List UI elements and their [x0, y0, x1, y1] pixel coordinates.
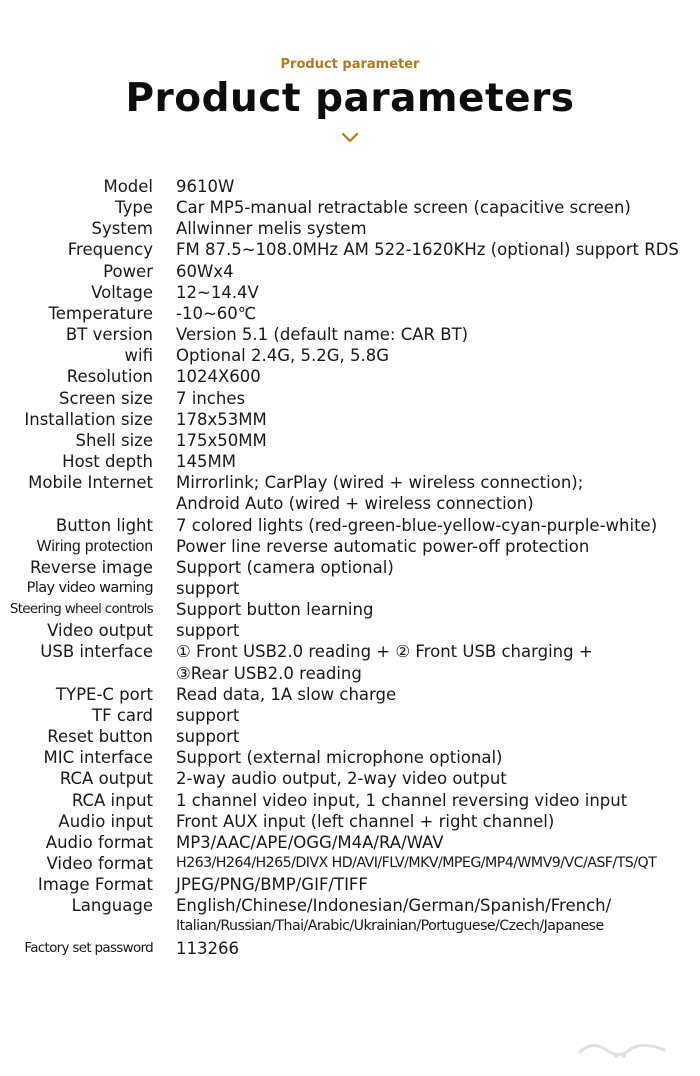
param-label: Reset button	[47, 727, 153, 747]
param-row	[0, 684, 700, 705]
param-row	[0, 599, 700, 620]
param-value	[176, 536, 700, 557]
param-row	[0, 832, 700, 853]
param-label: System	[91, 219, 153, 239]
param-value-line: 2-way audio output, 2-way video output	[176, 769, 507, 789]
param-label: Installation size	[24, 409, 153, 429]
watermark-logo	[572, 1032, 672, 1062]
param-label: Wiring protection	[36, 537, 153, 555]
param-row	[0, 768, 700, 789]
param-row	[0, 176, 700, 197]
param-row	[0, 345, 700, 366]
param-row	[0, 790, 700, 811]
param-label: Type	[115, 198, 153, 218]
param-value	[176, 641, 700, 683]
param-value	[176, 472, 700, 514]
param-value-line: 1 channel video input, 1 channel reversing video input	[176, 790, 628, 810]
param-value	[176, 620, 700, 641]
param-value	[176, 366, 700, 387]
param-row	[0, 895, 700, 937]
param-value-line: Android Auto (wired + wireless connection)	[176, 494, 534, 514]
param-row	[0, 472, 700, 514]
param-value-line: ① Front USB2.0 reading + ② Front USB charging +	[176, 642, 593, 662]
param-value-line: Version 5.1 (default name: CAR BT)	[176, 325, 469, 345]
param-row	[0, 726, 700, 747]
param-label: Play video warning	[26, 579, 153, 596]
param-label: Screen size	[59, 388, 153, 408]
param-value	[176, 239, 700, 260]
param-value-line: 7 colored lights (red-green-blue-yellow-cyan-purple-white)	[176, 515, 658, 535]
param-value-line: Mirrorlink; CarPlay (wired + wireless connection);	[176, 473, 584, 493]
param-value-line: Support button learning	[176, 600, 374, 620]
param-row	[0, 620, 700, 641]
param-value	[176, 324, 700, 345]
param-row	[0, 938, 700, 959]
param-value-line: 60Wx4	[176, 261, 234, 281]
param-value	[176, 578, 700, 599]
param-value	[176, 832, 700, 853]
param-value	[176, 811, 700, 832]
param-value	[176, 790, 700, 811]
param-value	[176, 853, 700, 874]
param-label: Audio format	[45, 832, 153, 852]
param-value	[176, 303, 700, 324]
param-row	[0, 197, 700, 218]
param-value	[176, 726, 700, 747]
param-row	[0, 811, 700, 832]
param-label: Temperature	[48, 303, 153, 323]
param-label: Resolution	[66, 367, 153, 387]
param-value	[176, 451, 700, 472]
param-value	[176, 515, 700, 536]
param-value-line: 7 inches	[176, 388, 246, 408]
param-value-line: -10~60℃	[176, 303, 257, 323]
param-value	[176, 261, 700, 282]
param-value	[176, 197, 700, 218]
param-value-line: English/Chinese/Indonesian/German/Spanish/French/	[176, 896, 612, 916]
param-value	[176, 684, 700, 705]
param-value-line: 175x50MM	[176, 430, 267, 450]
param-row	[0, 536, 700, 557]
param-label: Model	[103, 177, 153, 196]
parameter-table	[0, 176, 700, 959]
param-label: Image Format	[37, 875, 153, 895]
param-value	[176, 768, 700, 789]
param-row	[0, 874, 700, 895]
param-label: Factory set password	[24, 939, 153, 956]
param-label: Frequency	[67, 240, 153, 260]
param-value-line: JPEG/PNG/BMP/GIF/TIFF	[176, 875, 368, 895]
param-row	[0, 641, 700, 683]
param-value	[176, 705, 700, 726]
param-value-line: FM 87.5~108.0MHz AM 522-1620KHz (optional) support RDS	[176, 240, 679, 260]
param-value	[176, 218, 700, 239]
param-value-line: H263/H264/H265/DIVX HD/AVI/FLV/MKV/MPEG/MP4/WMV9/VC/ASF/TS/QT	[176, 855, 657, 871]
param-label: Steering wheel controls	[9, 601, 153, 618]
param-row	[0, 218, 700, 239]
param-value-line: 145MM	[176, 452, 236, 472]
param-label: Language	[71, 896, 153, 916]
param-value	[176, 557, 700, 578]
param-row	[0, 303, 700, 324]
param-row	[0, 451, 700, 472]
param-row	[0, 578, 700, 599]
param-value-line: support	[176, 727, 240, 747]
param-label: Host depth	[62, 452, 153, 472]
param-label: Audio input	[58, 811, 153, 831]
param-row	[0, 366, 700, 387]
param-label: wifi	[124, 346, 153, 366]
param-label: MIC interface	[43, 748, 153, 768]
param-value	[176, 409, 700, 430]
param-label: Mobile Internet	[28, 473, 153, 493]
param-value	[176, 388, 700, 409]
param-value-line: support	[176, 705, 240, 725]
param-value-line: Car MP5-manual retractable screen (capacitive screen)	[176, 198, 631, 218]
param-row	[0, 853, 700, 874]
param-row	[0, 261, 700, 282]
param-value-line: Allwinner melis system	[176, 219, 367, 239]
param-row	[0, 282, 700, 303]
param-row	[0, 705, 700, 726]
param-label: TF card	[92, 705, 153, 725]
param-row	[0, 747, 700, 768]
param-value	[176, 345, 700, 366]
param-label: Power	[103, 261, 153, 281]
param-label: Video format	[46, 854, 153, 873]
param-value	[176, 282, 700, 303]
param-row	[0, 515, 700, 536]
param-row	[0, 409, 700, 430]
param-value-line: Front AUX input (left channel + right channel)	[176, 811, 555, 831]
page-title: Product parameters	[125, 76, 575, 121]
param-value	[176, 747, 700, 768]
param-value-line: 9610W	[176, 177, 235, 196]
param-label: Voltage	[91, 282, 153, 302]
param-value-line: ③Rear USB2.0 reading	[176, 663, 362, 683]
param-value-line: Support (external microphone optional)	[176, 748, 503, 768]
param-value-line: MP3/AAC/APE/OGG/M4A/RA/WAV	[176, 832, 444, 852]
param-label: BT version	[65, 325, 153, 345]
param-value-line: 12~14.4V	[176, 282, 259, 302]
param-value-line: Support (camera optional)	[176, 557, 394, 577]
param-row	[0, 430, 700, 451]
param-value-line: Optional 2.4G, 5.2G, 5.8G	[176, 346, 390, 366]
param-value	[176, 430, 700, 451]
param-value	[176, 895, 700, 937]
param-row	[0, 388, 700, 409]
param-row	[0, 239, 700, 260]
param-row	[0, 324, 700, 345]
param-value-line: 113266	[176, 938, 239, 958]
param-value-line: 178x53MM	[176, 409, 267, 429]
param-label: RCA output	[59, 769, 153, 789]
param-label: Shell size	[75, 430, 153, 450]
param-label: Button light	[55, 515, 153, 535]
param-value	[176, 176, 700, 197]
param-value-line: Italian/Russian/Thai/Arabic/Ukrainian/Portuguese/Czech/Japanese	[176, 918, 604, 935]
param-value	[176, 874, 700, 895]
param-row	[0, 557, 700, 578]
param-value	[176, 938, 700, 959]
param-value-line: support	[176, 621, 240, 641]
chevron-down-icon	[338, 130, 362, 146]
param-label: RCA input	[71, 790, 153, 810]
param-value-line: support	[176, 578, 240, 598]
param-label: TYPE-C port	[55, 684, 153, 704]
param-label: Reverse image	[30, 557, 153, 577]
section-kicker: Product parameter	[280, 57, 420, 72]
param-value-line: Power line reverse automatic power-off protection	[176, 536, 590, 556]
param-label: Video output	[47, 621, 153, 641]
param-label: USB interface	[40, 642, 153, 662]
param-value	[176, 599, 700, 620]
param-value-line: Read data, 1A slow charge	[176, 684, 397, 704]
param-value-line: 1024X600	[176, 367, 261, 387]
